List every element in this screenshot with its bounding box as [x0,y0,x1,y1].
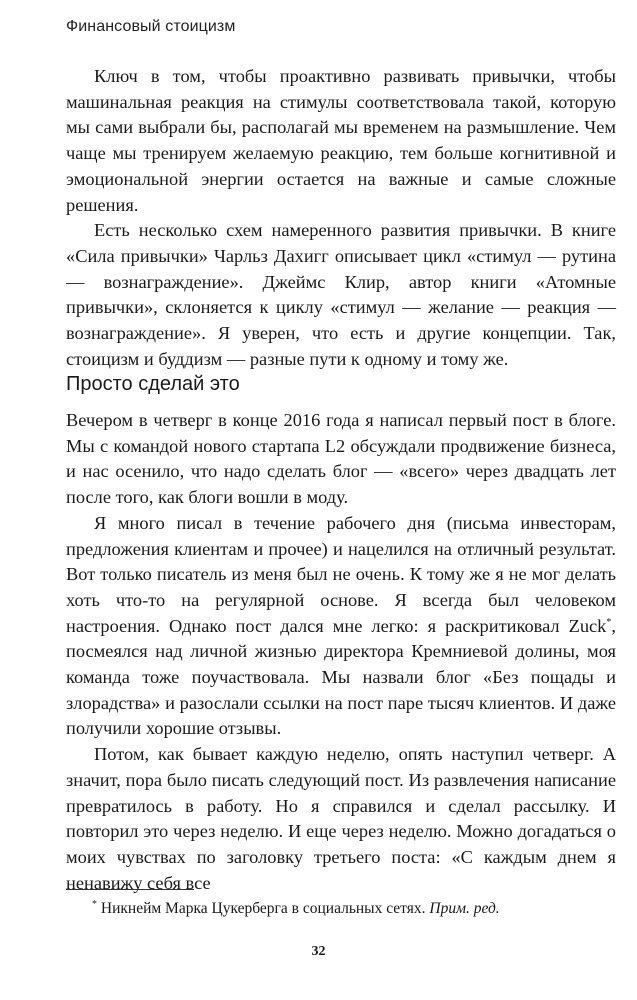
paragraph-2-end: , посмеялся над личной жизнью директора Кремниевой долины, моя команда тоже поучаствовала. Мы назвали блог «Без пощады и злорадства» и разослали ссылки на пост паре тысяч клиентов. И даже получили хорошие отзывы. [66,615,616,739]
section-paragraph-2 [66,511,616,742]
section-heading: Просто сделай это [66,373,240,395]
footnote-mark: * [92,898,97,910]
footnote-text: Никнейм Марка Цукерберга в социальных сетях. [100,900,426,917]
page-number: 32 [311,944,326,959]
footnote [92,899,500,919]
paragraph-2-start: Я много писал в течение рабочего дня (письма инвесторам, предложения клиентам и прочее) и нацелился на отличный результат. Вот только писатель из меня был не очень. К тому же я не мог делать хоть что-то на регулярной основе. Я всегда был человеком настроения. Однако пост дался мне легко: я раскритиковал Zuck [66,512,616,636]
footnote-divider [66,889,194,890]
running-header: Финансовый стоицизм [66,18,236,35]
section-paragraph-1: Вечером в четверг в конце 2016 года я написал первый пост в блоге. Мы с командой нового стартапа L2 обсуждали продвижение бизнеса, и нас осенило, что надо сделать блог — «всего» через двадцать лет после того, как блоги вошли в моду. [66,410,616,508]
section-paragraph-3: Потом, как бывает каждую неделю, опять наступил четверг. А значит, пора было писать следующий пост. Из развлечения написание превратилось в работу. Но я справился и сделал рассылку. И повторил это через неделю. И еще через неделю. Можно догадаться о моих чувствах по заголовку третьего поста: «С каждым днем я ненавижу себя все [66,744,616,893]
intro-paragraph-2: Есть несколько схем намеренного развития привычки. В книге «Сила привычки» Чарльз Дахигг описывает цикл «стимул — рутина — вознаграждение». Джеймс Клир, автор книги «Атомные привычки», склоняется к циклу «стимул — желание — реакция — вознаграждение». Я уверен, что есть и другие концепции. Так, стоицизм и буддизм — разные пути к одному и тому же. [66,220,616,369]
intro-text [66,64,616,372]
intro-paragraph-1: Ключ в том, чтобы проактивно развивать привычки, чтобы машинальная реакция на стимулы соответствовала такой, которую мы сами выбрали бы, располагай мы временем на размышление. Чем чаще мы тренируем желаемую реакцию, тем больше когнитивной и эмоциональной энергии остается на важные и самые сложные решения. [66,66,616,215]
footnote-editor-note: Прим. ред. [429,900,500,917]
section-text [66,408,616,896]
footnote-reference: * [606,616,612,628]
